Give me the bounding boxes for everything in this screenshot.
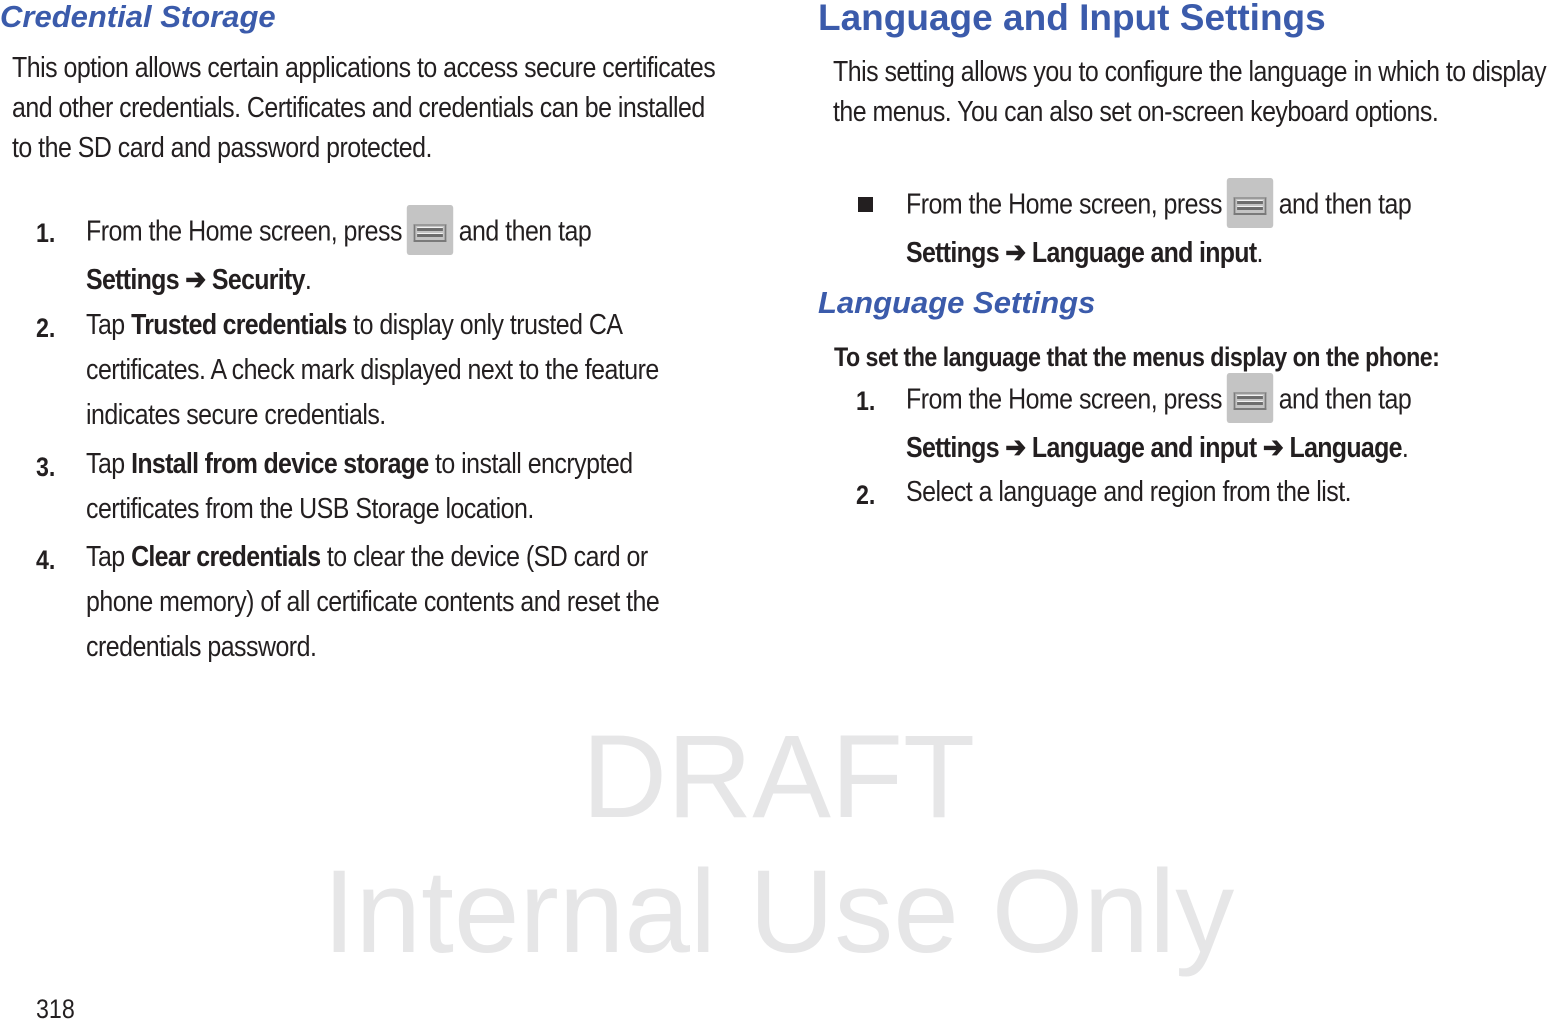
credential-storage-intro: This option allows certain applications to access secure certificates and other credentials. Certificates and credentials can be installed to the SD card and password protected. [12, 52, 716, 164]
arrow-icon: ➔ [1005, 237, 1026, 269]
arrow-icon: ➔ [1262, 432, 1284, 464]
nav-settings: Settings [906, 432, 999, 464]
nav-settings: Settings [86, 264, 179, 296]
nav-language-and-input: Language and input [1031, 432, 1257, 464]
step-text [86, 303, 774, 438]
square-bullet-icon [858, 197, 873, 212]
step-rest: credentials password. [86, 631, 317, 663]
page-number: 318 [36, 994, 75, 1024]
watermark-draft: DRAFT [581, 711, 976, 843]
step-number: 3. [36, 452, 56, 482]
step-rest: certificates from the USB Storage location. [86, 493, 534, 525]
step-text-pre: From the Home screen, press [86, 215, 402, 248]
credential-storage-heading: Credential Storage [0, 0, 276, 34]
menu-key-icon [1227, 178, 1273, 228]
period: . [1401, 432, 1409, 464]
step-text [86, 442, 774, 532]
nav-settings: Settings [906, 237, 999, 269]
step-rest: certificates. A check mark displayed next to the feature [86, 354, 659, 386]
watermark-internal-use-only: Internal Use Only [322, 846, 1235, 978]
step-rest: to install encrypted [434, 448, 633, 480]
step-number: 2. [856, 480, 876, 510]
step-number: 4. [36, 545, 56, 575]
option-clear-credentials: Clear credentials [131, 541, 321, 573]
step-text-post: and then tap [1278, 188, 1412, 221]
step-text [86, 208, 774, 303]
step-text [906, 376, 1557, 471]
tap-word: Tap [86, 309, 125, 341]
step-text-post: and then tap [458, 215, 592, 248]
step-text: Select a language and region from the list. [906, 476, 1352, 508]
step-text [906, 181, 1557, 276]
language-input-intro: This setting allows you to configure the language in which to display the menus. You can also set on-screen keyboard options. [833, 56, 1547, 128]
arrow-icon: ➔ [185, 264, 206, 296]
nav-security: Security [211, 264, 305, 296]
period: . [1256, 237, 1263, 269]
arrow-icon: ➔ [1005, 432, 1026, 464]
period: . [304, 264, 312, 296]
option-install-from-device-storage: Install from device storage [131, 448, 429, 480]
step-number: 2. [36, 313, 56, 343]
step-number: 1. [36, 218, 56, 248]
step-number: 1. [856, 386, 876, 416]
tap-word: Tap [86, 448, 125, 480]
language-settings-subheading: Language Settings [818, 285, 1096, 320]
option-trusted-credentials: Trusted credentials [131, 309, 347, 341]
nav-language: Language [1289, 432, 1402, 464]
step-text-pre: From the Home screen, press [906, 383, 1222, 416]
step-text [86, 535, 774, 670]
language-input-settings-heading: Language and Input Settings [818, 0, 1326, 38]
step-rest: to display only trusted CA [353, 309, 623, 341]
step-rest: indicates secure credentials. [86, 399, 386, 431]
nav-language-and-input: Language and input [1031, 237, 1257, 269]
menu-key-icon [407, 205, 453, 255]
step-rest: phone memory) of all certificate contents and reset the [86, 586, 660, 618]
step-text-pre: From the Home screen, press [906, 188, 1222, 221]
language-instruction: To set the language that the menus display on the phone: [834, 342, 1440, 372]
tap-word: Tap [86, 541, 125, 573]
step-rest: to clear the device (SD card or [326, 541, 648, 573]
menu-key-icon [1227, 373, 1273, 423]
step-text-post: and then tap [1278, 383, 1412, 416]
